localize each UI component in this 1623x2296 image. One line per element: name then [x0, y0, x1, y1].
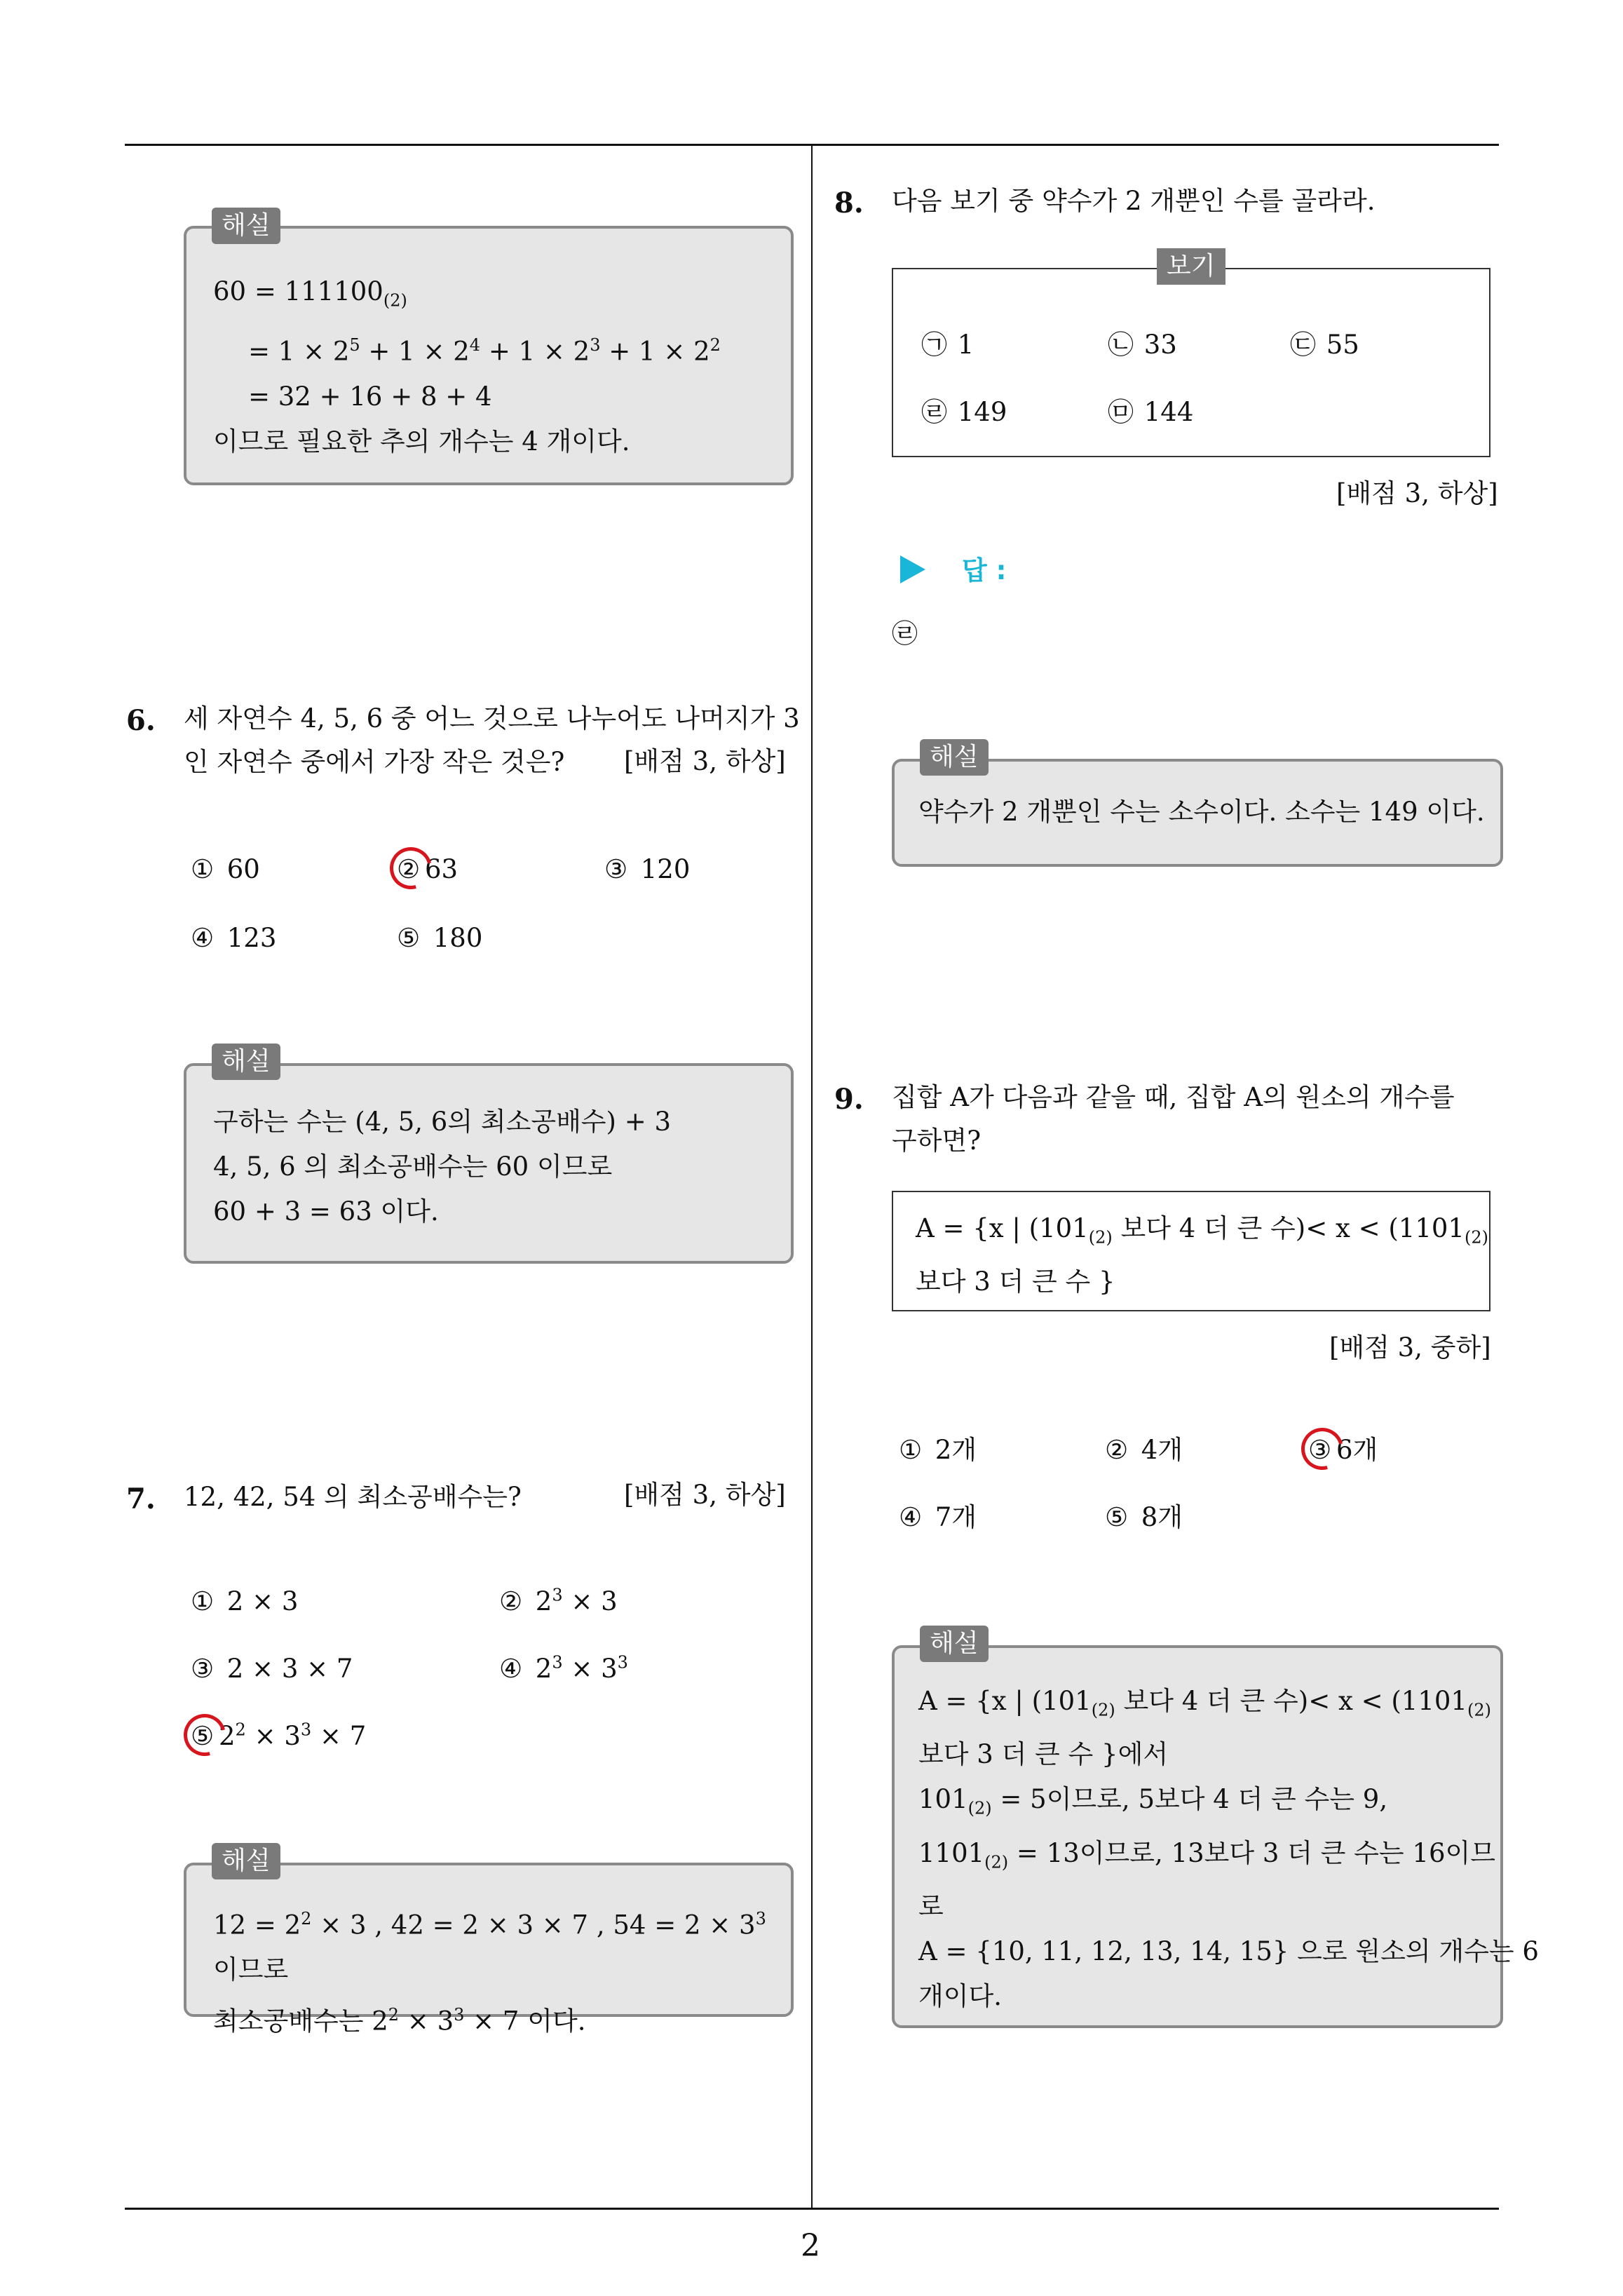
option-q9-4[interactable]: ④ 7개	[899, 1502, 977, 1532]
example-item-3: ㉢ 55	[1290, 330, 1359, 360]
solution-label: 해설	[920, 1626, 989, 1662]
solution-line: 이므로 필요한 추의 개수는 4 개이다.	[213, 426, 630, 457]
question-number-8: 8.	[834, 187, 864, 220]
bottom-rule	[125, 2208, 1499, 2210]
option-q7-1[interactable]: ① 2 × 3	[191, 1586, 299, 1616]
solution-body: $12 = 2^2 \times 3$ , 42 = 2 × 3 × 7 , $54 = 2 \times 3^3$ 이므로 최소공배수는 $2^2 \times 3^3 \times 7$ 이다.	[213, 1909, 766, 2037]
score-q7: [배점 3, 하상]	[624, 1480, 786, 1510]
example-item-2: ㉡ 33	[1108, 330, 1177, 360]
example-item-4: ㉣ 149	[921, 397, 1007, 427]
question-text-8: 다음 보기 중 약수가 2 개뿐인 수를 골라라.	[892, 186, 1376, 216]
solution-box-q9	[892, 1645, 1539, 2028]
solution-body: A = {x | ($101_{(2)}$ 보다 4 더 큰 수)< $x < (1101_{(2)}$ 보다 3 더 큰 수 }에서 $101_{(2)} = 5$이므로, 5보다 4 더 큰 수는 9, $1101_{(2)} = 13$이므로, 13보다 3 더 큰 수는 16이므 로 A = {10, 11, 12, 13, 14, 15} 으로 원소의 개수는 6 개이다.	[918, 1686, 1539, 2012]
page-number: 2	[801, 2228, 820, 2264]
question-number-7: 7.	[126, 1483, 156, 1515]
example-item-5: ㉤ 144	[1108, 397, 1194, 427]
option-q9-1[interactable]: ① 2개	[899, 1435, 977, 1465]
question-number-9: 9.	[834, 1083, 864, 1116]
column-divider	[811, 144, 813, 2209]
option-q7-3[interactable]: ③ 2 × 3 × 7	[191, 1654, 353, 1684]
answer-label: 답 :	[962, 555, 1007, 586]
solution-body	[213, 269, 721, 464]
question-text-7: 12, 42, 54 의 최소공배수는?	[184, 1482, 522, 1512]
score-q8: [배점 3, 하상]	[1336, 478, 1498, 508]
question-text-6: 세 자연수 4, 5, 6 중 어느 것으로 나누어도 나머지가 3 인 자연수 중에서 가장 작은 것은?	[184, 703, 800, 777]
option-q9-3[interactable]: ③ 6개	[1308, 1435, 1378, 1465]
example-box-q8	[892, 268, 1490, 457]
solution-line: $60 = 111100_{(2)}$	[213, 276, 407, 311]
solution-label: 해설	[212, 1843, 280, 1879]
solution-label: 해설	[212, 208, 280, 244]
solution-body: 약수가 2 개뿐인 수는 소수이다. 소수는 149 이다.	[918, 797, 1485, 827]
score-q6: [배점 3, 하상]	[624, 746, 786, 776]
answer-value: ㉣	[892, 619, 918, 649]
solution-label: 해설	[212, 1044, 280, 1080]
solution-box-q6	[184, 1063, 794, 1264]
answer-arrow-icon	[900, 555, 925, 583]
question-text-9: 집합 A가 다음과 같을 때, 집합 A의 원소의 개수를 구하면?	[892, 1082, 1455, 1156]
option-q7-2[interactable]: ② $2^3 \times 3$	[499, 1585, 618, 1616]
option-q6-3[interactable]: ③ 120	[604, 854, 691, 884]
solution-line: = 32 + 16 + 8 + 4	[248, 381, 492, 412]
set-definition-box: A = {x | ($101_{(2)}$ 보다 4 더 큰 수)< $x < (1101_{(2)}$ 보다 3 더 큰 수 }	[892, 1191, 1490, 1311]
option-q6-4[interactable]: ④ 123	[191, 923, 277, 953]
option-q7-4[interactable]: ④ $2^3 \times 3^3$	[499, 1652, 628, 1684]
option-q9-5[interactable]: ⑤ 8개	[1105, 1502, 1183, 1532]
solution-box-q5	[184, 226, 794, 485]
solution-line: = $1 \times 2^5 + 1 \times 2^4 + 1 \times 2^3 + 1 \times 2^2$	[248, 335, 721, 367]
option-q7-5[interactable]: ⑤ $2^2 \times 3^3 \times 7$	[191, 1720, 367, 1751]
score-q9: [배점 3, 중하]	[1329, 1332, 1491, 1363]
option-q9-2[interactable]: ② 4개	[1105, 1435, 1183, 1465]
option-q6-5[interactable]: ⑤ 180	[397, 923, 483, 953]
example-box-label: 보기	[1157, 248, 1225, 285]
option-q6-2[interactable]: ② 63	[397, 854, 459, 884]
question-number-6: 6.	[126, 704, 156, 737]
solution-body: 구하는 수는 (4, 5, 6의 최소공배수) + 3 4, 5, 6 의 최소공배수는 60 이므로 60 + 3 = 63 이다.	[213, 1107, 672, 1227]
option-q6-1[interactable]: ① 60	[191, 854, 260, 884]
solution-box-q7	[184, 1863, 794, 2037]
solution-label: 해설	[920, 739, 989, 776]
example-item-1: ㉠ 1	[921, 330, 975, 360]
